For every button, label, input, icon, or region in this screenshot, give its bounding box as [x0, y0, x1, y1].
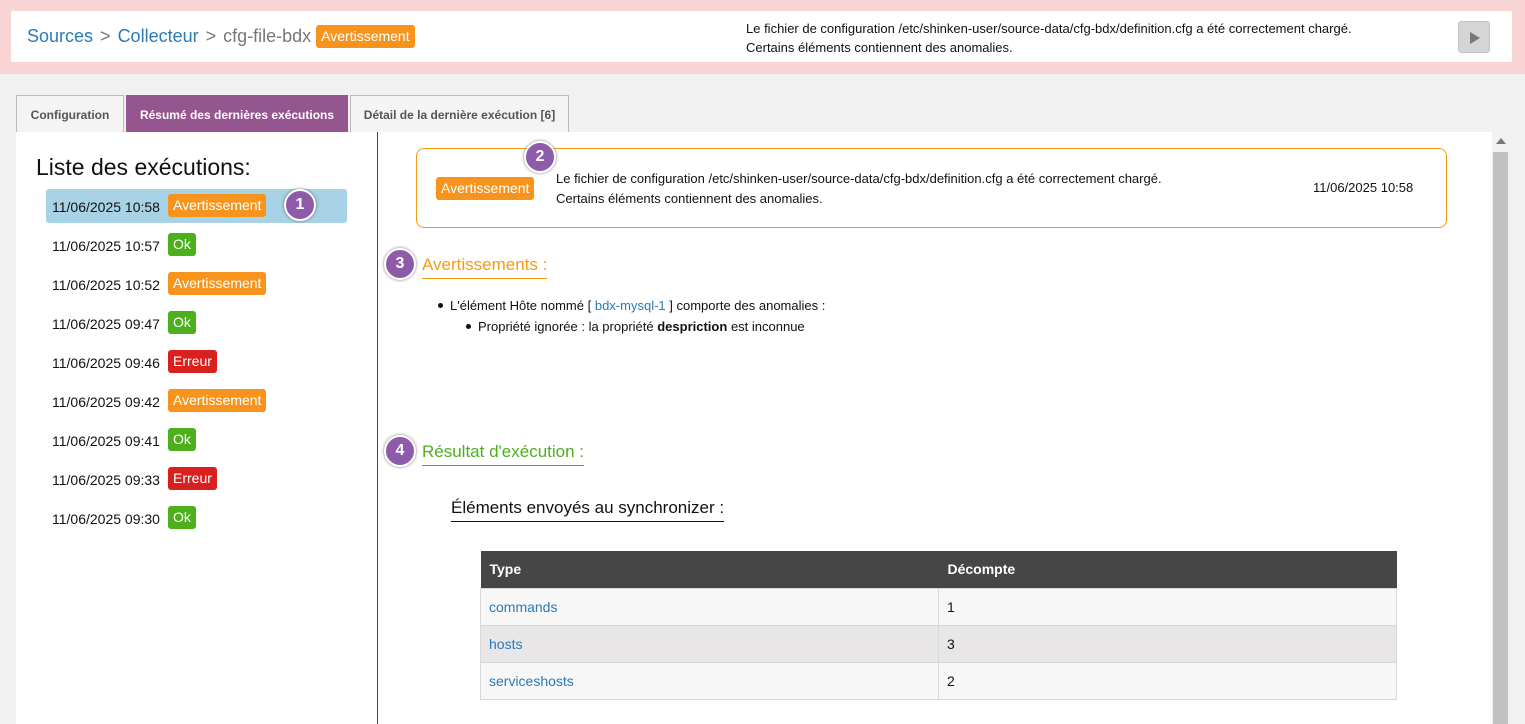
type-link[interactable]: serviceshosts — [489, 672, 574, 689]
execution-row[interactable] — [46, 306, 347, 340]
status-badge: Ok — [168, 506, 196, 529]
breadcrumb-separator: > — [205, 26, 217, 46]
callout-marker-3: 3 — [384, 248, 416, 280]
execution-message-line1: Le fichier de configuration /etc/shinken-user/source-data/cfg-bdx/definition.cfg a été correctement chargé. — [556, 171, 1162, 186]
header-bar — [11, 11, 1512, 62]
execution-row[interactable] — [46, 345, 347, 379]
warning-subitem — [438, 316, 825, 337]
subitem-prefix: Propriété ignorée : la propriété — [478, 319, 654, 334]
execution-row[interactable] — [46, 267, 347, 301]
scrollbar-thumb[interactable] — [1493, 152, 1508, 724]
execution-date: 11/06/2025 09:42 — [52, 394, 160, 410]
tab-configuration[interactable]: Configuration — [16, 95, 124, 133]
status-badge: Avertissement — [168, 272, 266, 295]
execution-message-box — [416, 148, 1447, 228]
breadcrumb-collecteur-link[interactable]: Collecteur — [117, 26, 199, 46]
execution-list-title: Liste des exécutions: — [36, 154, 251, 180]
execution-date: 11/06/2025 10:52 — [52, 277, 160, 293]
count-cell: 3 — [939, 625, 1397, 662]
column-header-type: Type — [481, 551, 939, 588]
warning-item — [438, 295, 825, 316]
table-header-row — [481, 551, 1397, 588]
bullet — [438, 303, 443, 308]
execution-timestamp: 11/06/2025 10:58 — [1313, 180, 1414, 195]
callout-marker-2: 2 — [524, 141, 556, 173]
status-badge: Erreur — [168, 350, 217, 373]
table-row — [481, 662, 1397, 699]
warning-suffix: ] comporte des anomalies : — [669, 298, 826, 313]
breadcrumb — [27, 25, 415, 48]
warnings-list — [438, 295, 825, 337]
warnings-title: Avertissements : — [422, 255, 547, 279]
execution-date: 11/06/2025 09:46 — [52, 355, 160, 371]
execution-date: 11/06/2025 09:30 — [52, 511, 160, 527]
bullet — [466, 324, 471, 329]
execution-message-line2: Certains éléments contiennent des anomalies. — [556, 191, 823, 206]
table-row — [481, 625, 1397, 662]
sent-elements-table — [480, 551, 1397, 700]
status-badge: Avertissement — [316, 25, 414, 48]
breadcrumb-sources-link[interactable]: Sources — [27, 26, 94, 46]
execution-row[interactable] — [46, 501, 347, 535]
scrollbar[interactable] — [1492, 132, 1509, 724]
status-badge: Ok — [168, 428, 196, 451]
execution-row[interactable] — [46, 423, 347, 457]
play-icon — [1469, 32, 1481, 44]
table-row — [481, 588, 1397, 625]
breadcrumb-current: cfg-file-bdx — [223, 26, 312, 46]
callout-marker-4: 4 — [384, 435, 416, 467]
warning-prefix: L'élément Hôte nommé [ — [450, 298, 592, 313]
status-badge: Ok — [168, 311, 196, 334]
execution-date: 11/06/2025 09:47 — [52, 316, 160, 332]
status-badge: Avertissement — [168, 389, 266, 412]
tab-last-execution-detail[interactable]: Détail de la dernière exécution [6] — [350, 95, 569, 133]
type-link[interactable]: hosts — [489, 635, 523, 652]
scroll-up-arrow-icon[interactable] — [1496, 138, 1506, 144]
execution-date: 11/06/2025 10:58 — [52, 199, 160, 215]
type-link[interactable]: commands — [489, 598, 558, 615]
breadcrumb-separator: > — [100, 26, 111, 46]
property-name: despriction — [657, 319, 728, 334]
execution-date: 11/06/2025 09:33 — [52, 472, 160, 488]
header-message — [746, 19, 1352, 57]
run-button[interactable] — [1458, 21, 1490, 53]
panel-divider — [377, 132, 378, 724]
result-title: Résultat d'exécution : — [422, 442, 584, 466]
content-panel — [16, 132, 1509, 724]
header-message-line1: Le fichier de configuration /etc/shinken-user/source-data/cfg-bdx/definition.cfg a été correctement chargé. — [746, 21, 1352, 36]
status-badge: Erreur — [168, 467, 217, 490]
sent-elements-title: Éléments envoyés au synchronizer : — [451, 498, 724, 522]
tab-execution-summary[interactable]: Résumé des dernières exécutions — [126, 95, 348, 133]
status-badge: Ok — [168, 233, 196, 256]
execution-date: 11/06/2025 10:57 — [52, 238, 160, 254]
host-link[interactable]: bdx-mysql-1 — [594, 298, 666, 313]
callout-marker-1: 1 — [284, 189, 316, 221]
execution-date: 11/06/2025 09:41 — [52, 433, 160, 449]
execution-message — [556, 169, 1162, 209]
execution-row[interactable] — [46, 462, 347, 496]
count-cell: 2 — [939, 662, 1397, 699]
subitem-suffix: est inconnue — [730, 319, 805, 334]
status-badge: Avertissement — [436, 177, 534, 200]
count-cell: 1 — [939, 588, 1397, 625]
execution-row[interactable] — [46, 384, 347, 418]
header-message-line2: Certains éléments contiennent des anomalies. — [746, 40, 1013, 55]
execution-row[interactable] — [46, 228, 347, 262]
status-badge: Avertissement — [168, 194, 266, 217]
column-header-count: Décompte — [939, 551, 1397, 588]
